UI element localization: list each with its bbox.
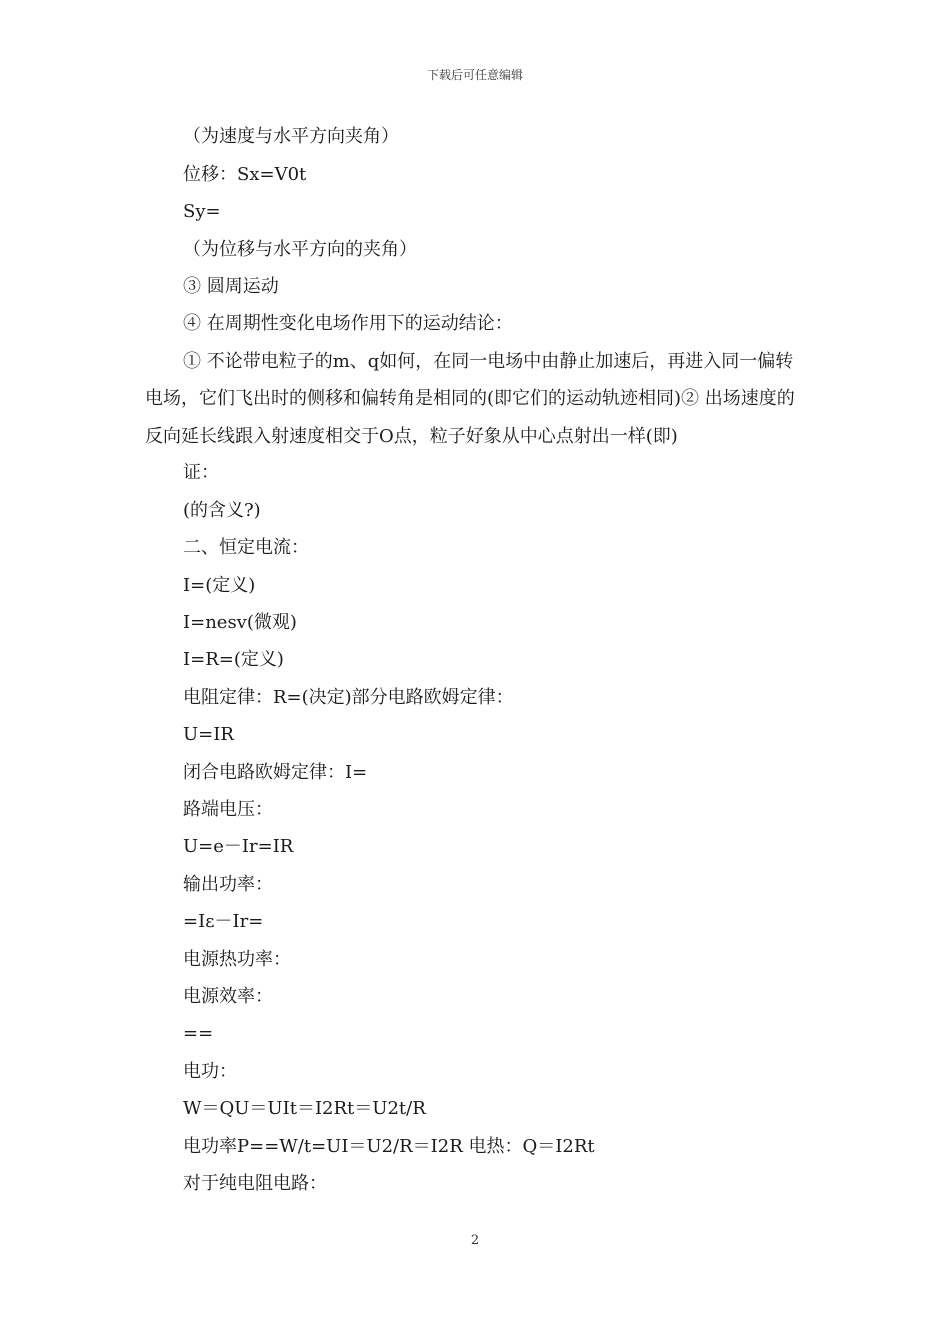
text-line: U=e－Ir=IR <box>183 836 294 857</box>
text-line: ③ 圆周运动 <box>183 276 279 297</box>
text-line: 路端电压： <box>183 799 273 820</box>
text-line: 电功率P==W/t=UI＝U2/R＝I2R 电热：Q＝I2Rt <box>183 1136 595 1157</box>
text-line: 电源热功率： <box>183 949 291 970</box>
text-line: 对于纯电阻电路： <box>183 1173 327 1194</box>
text-line: 电功： <box>183 1061 237 1082</box>
text-line: U=IR <box>183 724 234 745</box>
text-line: 证： <box>183 462 219 483</box>
text-line: W＝QU＝UIt＝I2Rt＝U2t/R <box>183 1098 426 1119</box>
text-line: 闭合电路欧姆定律：I= <box>183 762 368 783</box>
page-number: 2 <box>470 1233 480 1248</box>
text-line: 电源效率： <box>183 986 273 1007</box>
text-line: （为位移与水平方向的夹角） <box>183 239 417 260</box>
text-line: ④ 在周期性变化电场作用下的运动结论： <box>183 313 513 334</box>
text-line: （为速度与水平方向夹角） <box>183 126 399 147</box>
text-line: =Iε－Ir= <box>183 911 264 932</box>
text-line: I=(定义) <box>183 575 256 596</box>
text-line: 二、恒定电流： <box>183 537 309 558</box>
paragraph: ① 不论带电粒子的m、q如何，在同一电场中由静止加速后，再进入同一偏转电场，它们飞出时的侧移和偏转角是相同的(即它们的运动轨迹相同)② 出场速度的反向延长线跟入射速度相交于O点，粒子好象从中心点射出一样(即) <box>145 351 795 447</box>
text-line: (的含义?) <box>183 500 261 521</box>
text-line: == <box>183 1023 214 1044</box>
text-line: 位移：Sx=V0t <box>183 164 307 185</box>
text-line: I=nesv(微观) <box>183 612 297 633</box>
text-line: 输出功率： <box>183 874 273 895</box>
text-line: Sy= <box>183 201 221 222</box>
text-line: 电阻定律：R=(决定)部分电路欧姆定律： <box>183 687 514 708</box>
text-line: I=R=(定义) <box>183 649 284 670</box>
page-header: 下载后可任意编辑 <box>426 68 523 82</box>
